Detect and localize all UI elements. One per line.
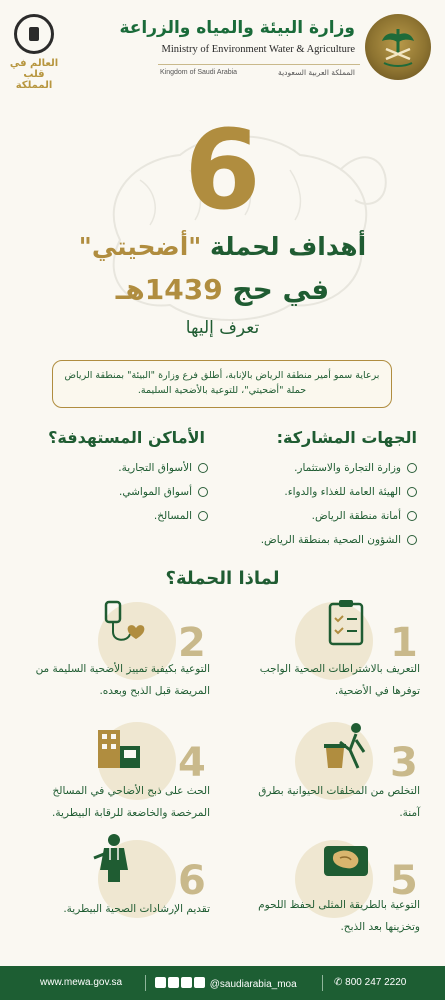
instagram-icon[interactable] (194, 977, 205, 988)
intro-box: برعاية سمو أمير منطقة الرياض بالإنابة، أطلق فرع وزارة "البيئة" بمنطقة الرياض حملة "أضحيتي"، للتوعية بالأضحية السليمة. (52, 360, 392, 408)
ministry-name-arabic: وزارة البيئة والمياه والزراعة (119, 18, 355, 38)
bullet-circle-icon (407, 487, 417, 497)
bullet-circle-icon (198, 487, 208, 497)
world-in-heart-logo-icon (14, 14, 54, 54)
clipboard-checklist-icon (320, 598, 372, 650)
list-item: الأسواق التجارية. (118, 456, 208, 480)
bullet-circle-icon (407, 535, 417, 545)
goal-2 (18, 598, 218, 718)
phone-icon: ✆ (334, 977, 343, 988)
goal-number: 5 (390, 858, 418, 904)
list-item: الشؤون الصحية بمنطقة الرياض. (261, 528, 417, 552)
goal-text: التوعية بكيفية تمييز الأضحية السليمة من المريضة قبل الذبح وبعده. (35, 663, 210, 697)
campaign-subtitle: تعرف إليها (185, 318, 260, 338)
title-line1-prefix: أهداف لحملة (201, 232, 367, 261)
youtube-icon[interactable] (181, 977, 192, 988)
meat-tray-icon (320, 836, 372, 888)
campaign-title-line1 (0, 232, 445, 261)
participants-heading: الجهات المشاركة: (276, 428, 417, 447)
person-trash-bin-icon (320, 720, 372, 772)
why-heading: لماذا الحملة؟ (165, 568, 280, 589)
goal-text: التعريف بالاشتراطات الصحية الواجب توفرها في الأضحية. (259, 663, 420, 697)
facebook-icon[interactable] (168, 977, 179, 988)
hajj-year-highlight: 1439هـ (115, 273, 223, 306)
goal-number: 6 (178, 858, 206, 904)
goal-text: التوعية بالطريقة المثلى لحفظ اللحوم وتخزينها بعد الذبح. (258, 899, 420, 933)
list-item: أسواق المواشي. (118, 480, 208, 504)
bullet-circle-icon (198, 463, 208, 473)
goal-text: الحث على ذبح الأضاحي في المسالخ المرخصة والخاضعة للرقابة البيطرية. (52, 785, 210, 819)
iv-drip-heart-icon (98, 598, 150, 650)
list-item: الهيئة العامة للغذاء والدواء. (261, 480, 417, 504)
social-handle-text: @saudiarabia_moa (209, 979, 297, 990)
veterinarian-doctor-icon (88, 832, 140, 884)
title-line2-prefix: في حج (222, 273, 330, 306)
goal-1 (240, 598, 440, 718)
footer-divider (145, 975, 146, 991)
phone-number-text: 800 247 2220 (345, 977, 407, 988)
list-item: أمانة منطقة الرياض. (261, 504, 417, 528)
campaign-name-highlight: "أضحيتي" (78, 232, 202, 261)
header (0, 0, 445, 100)
kingdom-name-english: Kingdom of Saudi Arabia (160, 69, 238, 76)
participants-list (261, 456, 417, 552)
footer (0, 966, 445, 1000)
goal-6 (18, 836, 218, 956)
campaign-title-line2 (0, 273, 445, 306)
footer-divider (322, 975, 323, 991)
goal-number: 4 (178, 740, 206, 786)
side-logo-text: العالم في قلب المملكة (9, 58, 59, 91)
website-link[interactable]: www.mewa.gov.sa (40, 977, 123, 988)
header-divider (158, 64, 360, 65)
ministry-name-english: Ministry of Environment Water & Agriculture (161, 44, 355, 55)
social-handle[interactable] (155, 977, 297, 990)
list-item: وزارة التجارة والاستثمار. (261, 456, 417, 480)
bullet-circle-icon (407, 463, 417, 473)
places-list (118, 456, 208, 528)
goals-count-number: 6 (184, 106, 261, 234)
goal-4 (18, 718, 218, 838)
kingdom-name-arabic: المملكة العربية السعودية (278, 68, 355, 77)
list-item: المسالخ. (118, 504, 208, 528)
goal-text: تقديم الإرشادات الصحية البيطرية. (63, 903, 210, 915)
bullet-circle-icon (407, 511, 417, 521)
goal-number: 2 (178, 620, 206, 666)
goal-number: 3 (390, 740, 418, 786)
bullet-circle-icon (198, 511, 208, 521)
goal-5 (240, 836, 440, 956)
slaughterhouse-building-icon (92, 720, 144, 772)
ministry-emblem-icon (365, 14, 431, 80)
goal-3 (240, 718, 440, 838)
goal-text: التخلص من المخلفات الحيوانية بطرق آمنة. (258, 785, 420, 819)
places-heading: الأماكن المستهدفة؟ (48, 428, 205, 447)
phone-number[interactable] (334, 977, 406, 988)
goal-number: 1 (390, 620, 418, 666)
twitter-icon[interactable] (155, 977, 166, 988)
